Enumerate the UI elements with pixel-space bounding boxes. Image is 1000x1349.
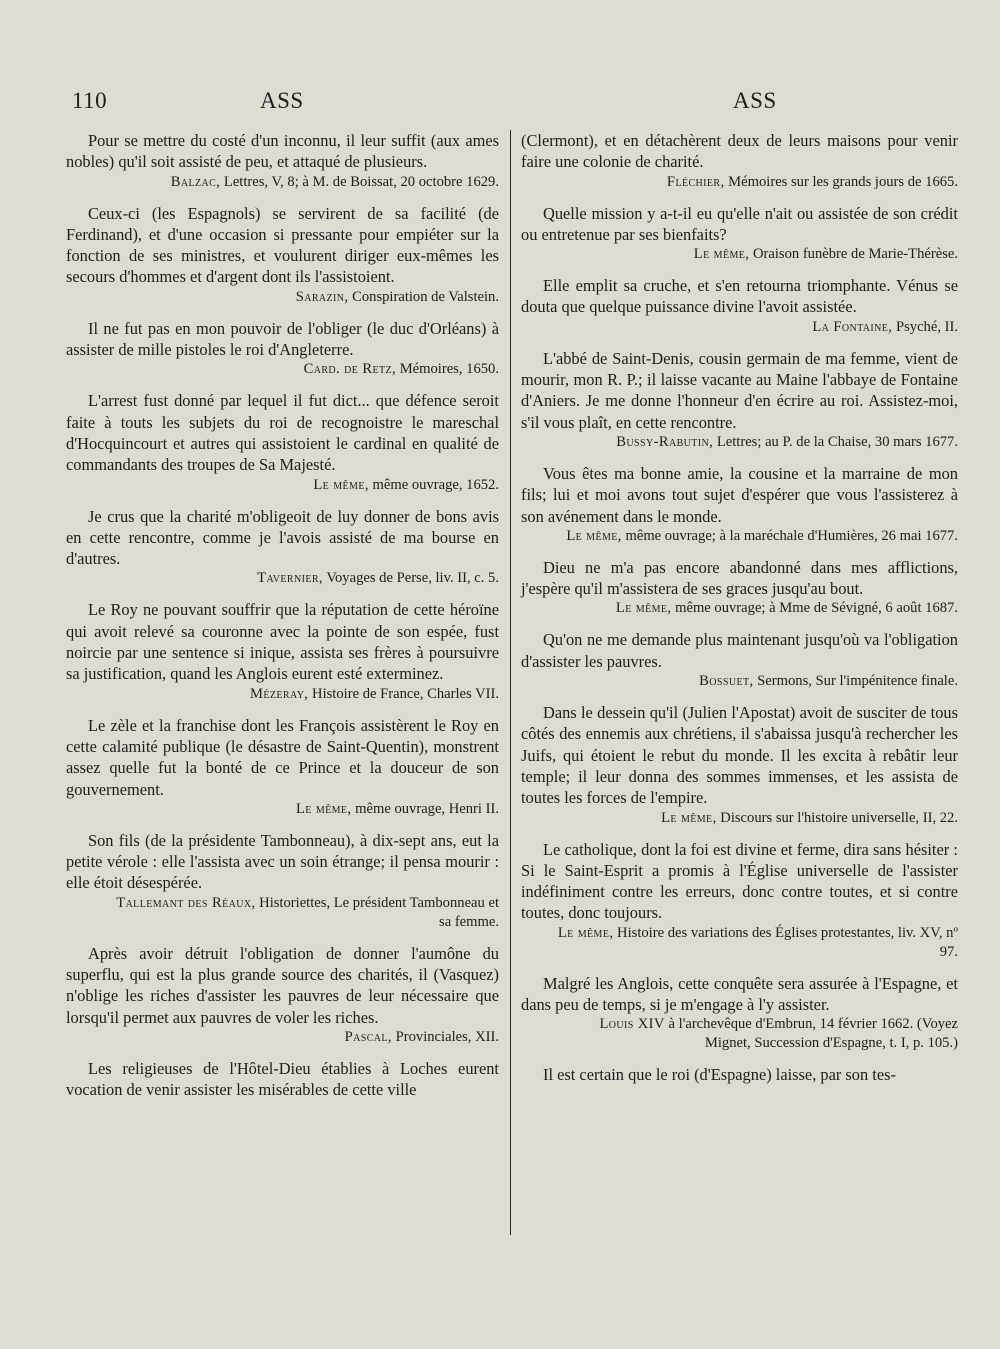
right-column — [521, 130, 958, 1097]
citation-author: Pascal, — [344, 1028, 392, 1045]
citation-text: Le Roy ne pouvant souffrir que la réputation de cette héroïne qui avoit relevé sa couronne avec la pointe de son espée, fust noircie par une sentence si inique, assista ses frères à poursuivre sa justification, quand les Anglois eurent esté exterminez. — [66, 600, 499, 684]
citation-source — [521, 672, 958, 691]
citation-source — [66, 894, 499, 932]
citation-author: Mézeray, — [250, 685, 309, 702]
citation-block — [521, 348, 958, 452]
citation-source — [521, 809, 958, 828]
citation-author: Sarazin, — [295, 288, 349, 305]
citation-source — [521, 1015, 958, 1053]
citation-block — [66, 943, 499, 1047]
citation-work: Voyages de Perse, liv. II, c. 5. — [326, 570, 499, 587]
citation-source — [521, 173, 958, 192]
citation-text: Je crus que la charité m'obligeoit de luy donner de bons avis en cette rencontre, comme je l'avois assisté de ma bourse en d'autres. — [66, 506, 499, 569]
citation-author: Balzac, — [170, 173, 221, 190]
citation-author: Le même, — [566, 527, 622, 544]
running-headword-right: ASS — [733, 88, 777, 113]
citation-block — [66, 506, 499, 589]
citation-work: Sermons, Sur l'impénitence finale. — [757, 673, 958, 690]
citation-work: Oraison funèbre de Marie-Thérèse. — [752, 246, 958, 263]
citation-author: Le même, — [661, 809, 717, 826]
citation-source — [66, 288, 499, 307]
citation-text: Dans le dessein qu'il (Julien l'Apostat) avoit de susciter de tous côtés des ennemis aux chrétiens, il s'abaissa jusqu'à rechercher les Juifs, qui étoient le rebut du monde. Il les excita à rebâtir leur temple; il leur donna des sommes immenses, et les assista de toutes les forces de l'empire. — [521, 703, 958, 808]
citation-text: Quelle mission y a-t-il eu qu'elle n'ait ou assistée de son crédit ou entretenue par ses bienfaits? — [521, 203, 958, 244]
citation-block — [521, 203, 958, 265]
citation-author: Bossuet, — [699, 673, 754, 690]
page-header — [70, 88, 960, 120]
citation-work: Histoire des variations des Églises protestantes, liv. XV, nº 97. — [617, 924, 958, 960]
citation-author: Le même, — [615, 600, 672, 617]
citation-source — [66, 569, 499, 588]
citation-text: Après avoir détruit l'obligation de donner l'aumône du superflu, qui est la plus grande source des charités, il (Vasquez) n'oblige les riches d'assister les pauvres de leur nécessaire que lorsqu'il permet aux pauvres de voler les riches. — [66, 943, 499, 1027]
citation-block — [521, 839, 958, 962]
citation-text: Malgré les Anglois, cette conquête sera assurée à l'Espagne, et dans peu de temps, si je m'engage à l'y assister. — [521, 973, 958, 1015]
citation-source — [66, 1028, 499, 1047]
citation-block — [521, 463, 958, 546]
citation-block — [66, 715, 499, 819]
citation-block — [521, 557, 958, 619]
citation-author: La Fontaine, — [812, 318, 893, 335]
citation-work: à l'archevêque d'Embrun, 14 février 1662. (Voyez Mignet, Succession d'Espagne, t. I, p. 105.) — [668, 1016, 958, 1052]
citation-text: Le zèle et la franchise dont les François assistèrent le Roy en cette calamité publique (le désastre de Saint-Quentin), monstrent assez quelle fut la bonté de ce Prince et la douceur de son gouvernement. — [66, 715, 499, 799]
citation-text: Qu'on ne me demande plus maintenant jusqu'où va l'obligation d'assister les pauvres. — [521, 630, 958, 671]
column-divider — [510, 130, 511, 1235]
citation-author: Louis XIV — [599, 1016, 665, 1033]
citation-text: L'abbé de Saint-Denis, cousin germain de ma femme, vient de mourir, mon R. P.; il laisse vacante au Maine l'abbaye de Fontaine d'Aniers. Je me donne l'honneur d'en écrire au roi. Assistez-moi, s'il vous plaît, en cette rencontre. — [521, 348, 958, 432]
citation-source — [66, 800, 499, 819]
citation-author: Fléchier, — [666, 173, 725, 190]
citation-text: Le catholique, dont la foi est divine et ferme, dira sans hésiter : Si le Saint-Esprit a promis à l'Église universelle de l'assister indéfiniment contre les erreurs, donc contre toutes, et si contre toutes, donc toujours. — [521, 839, 958, 923]
citation-work: Histoire de France, Charles VII. — [312, 685, 499, 702]
citation-text: Elle emplit sa cruche, et s'en retourna triomphante. Vénus se douta que quelque puissance divine l'avoit assistée. — [521, 276, 958, 317]
citation-block — [521, 1064, 958, 1085]
citation-work: même ouvrage, 1652. — [372, 476, 499, 493]
citation-source — [66, 360, 499, 379]
citation-source — [521, 527, 958, 546]
citation-text: Il est certain que le roi (d'Espagne) laisse, par son tes- — [543, 1065, 896, 1085]
citation-block — [66, 390, 499, 494]
citation-block — [521, 130, 958, 192]
citation-work: Lettres; au P. de la Chaise, 30 mars 1677. — [716, 433, 958, 450]
citation-author: Bussy-Rabutin, — [616, 433, 714, 450]
citation-block — [66, 830, 499, 932]
citation-text: L'arrest fust donné par lequel il fut dict... que défence seroit faite à touts les subjets du roi de recognoistre le mareschal d'Hocquincourt et autres qui assistoient le cardinal en qualité de commandants des troupes de Sa Majesté. — [66, 391, 499, 475]
citation-work: Psyché, II. — [895, 318, 958, 335]
citation-source — [521, 433, 958, 452]
citation-text: Pour se mettre du costé d'un inconnu, il leur suffit (aux ames nobles) qu'il soit assisté de peu, et attaqué de plusieurs. — [66, 131, 499, 172]
citation-author: Le même, — [693, 246, 750, 263]
left-column — [66, 130, 499, 1112]
citation-source — [521, 318, 958, 337]
citation-source — [66, 173, 499, 192]
citation-text: Vous êtes ma bonne amie, la cousine et la marraine de mon fils; lui et moi avons tout sujet d'espérer que vous l'assisterez à son avénement dans le monde. — [521, 463, 958, 526]
citation-author: Card. de Retz, — [303, 361, 397, 378]
citation-source — [66, 685, 499, 704]
citation-author: Le même, — [557, 924, 614, 941]
citation-block — [66, 599, 499, 703]
citation-block — [66, 1058, 499, 1101]
citation-text: Son fils (de la présidente Tambonneau), à dix-sept ans, eut la petite vérole : elle l'assista avec un soin étrange; il pensa mourir : elle étoit désespérée. — [66, 830, 499, 893]
citation-block — [521, 275, 958, 337]
citation-source — [521, 924, 958, 962]
citation-block — [66, 130, 499, 192]
citation-block — [521, 973, 958, 1054]
citation-author: Tallemant des Réaux, — [116, 894, 256, 911]
citation-work: Provinciales, XII. — [395, 1028, 499, 1045]
citation-author: Le même, — [313, 476, 369, 493]
citation-work: même ouvrage, Henri II. — [355, 800, 499, 817]
page-number: 110 — [72, 88, 108, 113]
citation-author: Le même, — [295, 800, 352, 817]
citation-text: Ceux-ci (les Espagnols) se servirent de sa facilité (de Ferdinand), et d'une occasion si pressante pour empiéter sur la fonction de ses ministres, et voulurent diriger eux-mêmes les secours d'hommes et d'argent dont ils l'assistoient. — [66, 203, 499, 287]
running-headword-left: ASS — [260, 88, 304, 113]
citation-work: Conspiration de Valstein. — [352, 288, 499, 305]
citation-work: Discours sur l'histoire universelle, II, 22. — [720, 809, 958, 826]
citation-source — [521, 245, 958, 264]
citation-block — [521, 702, 958, 827]
citation-text: Les religieuses de l'Hôtel-Dieu établies à Loches eurent vocation de venir assister les misérables de cette ville — [66, 1058, 499, 1100]
citation-block — [521, 629, 958, 691]
citation-work: Lettres, V, 8; à M. de Boissat, 20 octobre 1629. — [223, 173, 499, 190]
citation-work: Historiettes, Le président Tambonneau et sa femme. — [259, 894, 499, 930]
citation-text: (Clermont), et en détachèrent deux de leurs maisons pour venir faire une colonie de charité. — [521, 131, 958, 172]
citation-author: Tavernier, — [257, 570, 323, 587]
citation-work: même ouvrage; à la maréchale d'Humières, 26 mai 1677. — [625, 527, 958, 544]
citation-block — [66, 203, 499, 307]
citation-text: Dieu ne m'a pas encore abandonné dans mes afflictions, j'espère qu'il m'assistera de ses graces jusqu'au bout. — [521, 557, 958, 599]
citation-text: Il ne fut pas en mon pouvoir de l'obliger (le duc d'Orléans) à assister de mille pistoles le roi d'Angleterre. — [66, 318, 499, 360]
citation-source — [66, 476, 499, 495]
citation-source — [521, 599, 958, 618]
citation-work: Mémoires, 1650. — [399, 361, 499, 378]
citation-block — [66, 318, 499, 380]
citation-work: même ouvrage; à Mme de Sévigné, 6 août 1687. — [675, 600, 958, 617]
citation-work: Mémoires sur les grands jours de 1665. — [728, 173, 958, 190]
